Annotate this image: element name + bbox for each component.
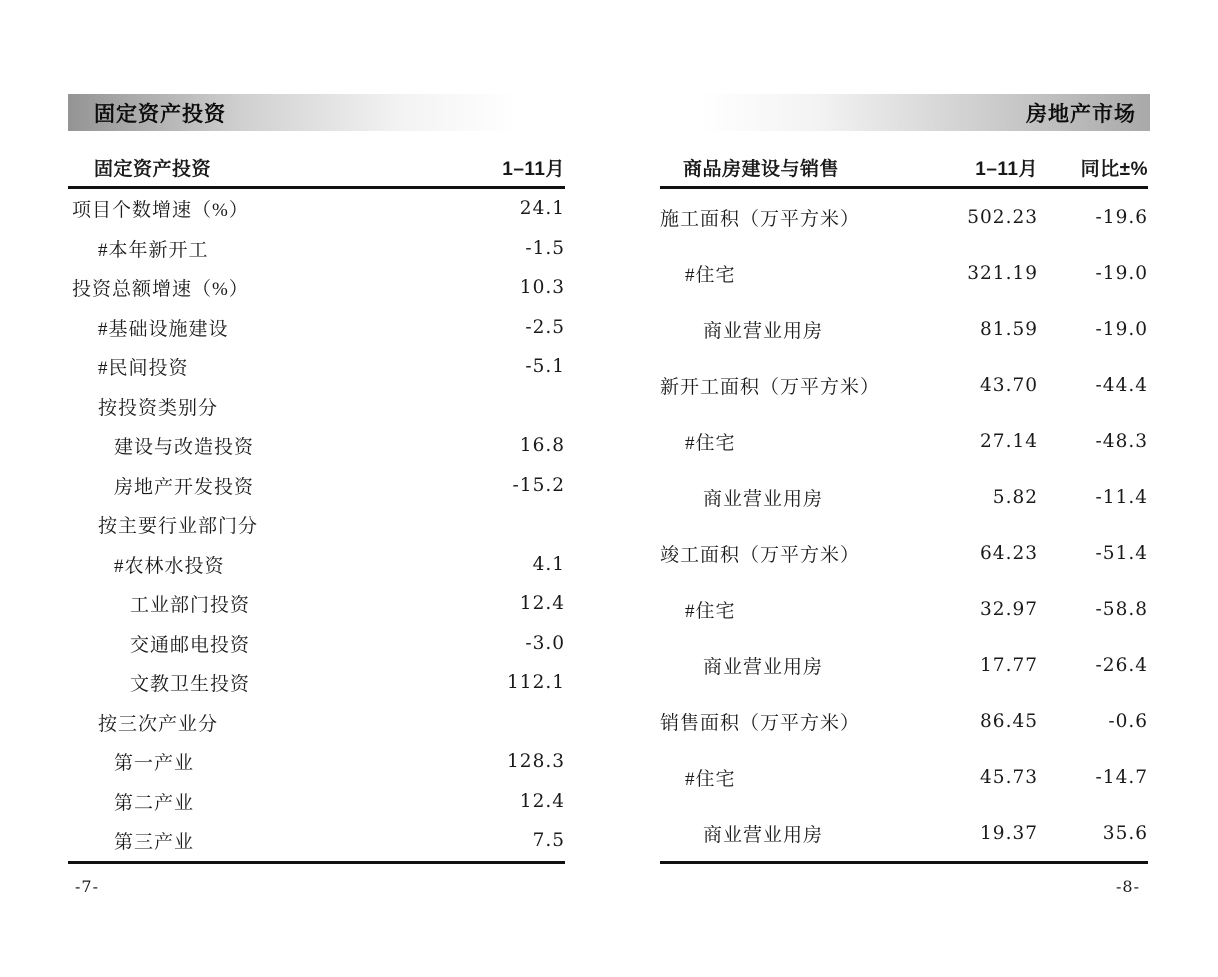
row-label: 商业营业用房 <box>703 824 824 846</box>
table-row <box>660 525 1148 581</box>
table-row <box>660 637 1148 693</box>
row-value: 24.1 <box>519 198 565 220</box>
table-row <box>68 703 565 743</box>
row-value: 81.59 <box>980 318 1038 340</box>
table-body <box>68 189 565 864</box>
table-row <box>68 624 565 664</box>
row-value: 16.8 <box>519 435 565 457</box>
row-yoy-value: -0.6 <box>1108 710 1148 732</box>
row-value: 86.45 <box>980 710 1038 732</box>
row-yoy-value: -44.4 <box>1095 374 1148 396</box>
table-row <box>660 469 1148 525</box>
row-value: 7.5 <box>532 830 565 852</box>
table-row <box>68 742 565 782</box>
row-value: -1.5 <box>525 237 565 259</box>
row-label: #民间投资 <box>98 358 189 380</box>
row-label: #住宅 <box>685 264 736 286</box>
table-row <box>68 663 565 703</box>
row-value: 17.77 <box>980 654 1038 676</box>
row-value: 32.97 <box>980 598 1038 620</box>
table-row <box>68 268 565 308</box>
row-label: 交通邮电投资 <box>130 634 251 656</box>
table-row <box>68 782 565 822</box>
real-estate-market-banner <box>660 94 1150 131</box>
header-label: 商品房建设与销售 <box>683 158 840 180</box>
row-value: 321.19 <box>967 262 1038 284</box>
row-label: 工业部门投资 <box>130 595 251 617</box>
table-row <box>68 466 565 506</box>
row-label: 按投资类别分 <box>98 397 219 419</box>
row-yoy-value: -19.0 <box>1095 318 1148 340</box>
row-label: 投资总额增速（%） <box>72 279 249 301</box>
header-period-column: 1–11月 <box>975 158 1038 180</box>
row-value: 64.23 <box>980 542 1038 564</box>
table-row <box>68 308 565 348</box>
table-row <box>68 387 565 427</box>
row-label: 第三产业 <box>114 832 195 854</box>
row-label: #基础设施建设 <box>98 318 229 340</box>
row-label: #住宅 <box>685 600 736 622</box>
table-row <box>660 189 1148 245</box>
row-label: 第二产业 <box>114 792 195 814</box>
table-body <box>660 189 1148 864</box>
table-header <box>660 148 1148 189</box>
table-row <box>68 229 565 269</box>
table-row <box>68 584 565 624</box>
row-label: 文教卫生投资 <box>130 674 251 696</box>
fixed-asset-investment-table <box>68 148 565 864</box>
row-label: #本年新开工 <box>98 239 209 261</box>
row-value: 5.82 <box>992 486 1038 508</box>
row-value: -5.1 <box>525 356 565 378</box>
table-row <box>68 505 565 545</box>
row-label: #住宅 <box>685 768 736 790</box>
row-label: #住宅 <box>685 432 736 454</box>
row-label: 竣工面积（万平方米） <box>660 544 861 566</box>
banner-title: 固定资产投资 <box>94 102 226 126</box>
row-value: 128.3 <box>507 751 565 773</box>
table-row <box>68 426 565 466</box>
row-label: 商业营业用房 <box>703 320 824 342</box>
row-value: 43.70 <box>980 374 1038 396</box>
banner-title: 房地产市场 <box>1026 102 1136 126</box>
row-label: 项目个数增速（%） <box>72 200 249 222</box>
row-value: -2.5 <box>525 316 565 338</box>
row-label: 商业营业用房 <box>703 488 824 510</box>
row-value: 27.14 <box>980 430 1038 452</box>
header-period-column: 1–11月 <box>502 158 565 180</box>
row-label: 按三次产业分 <box>98 713 219 735</box>
row-label: 商业营业用房 <box>703 656 824 678</box>
row-yoy-value: -14.7 <box>1095 766 1148 788</box>
table-row <box>660 693 1148 749</box>
row-label: 建设与改造投资 <box>114 437 255 459</box>
table-row <box>660 357 1148 413</box>
table-row <box>660 581 1148 637</box>
row-value: 12.4 <box>519 593 565 615</box>
header-yoy-column: 同比±% <box>1080 158 1148 180</box>
row-yoy-value: 35.6 <box>1102 822 1148 844</box>
row-yoy-value: -11.4 <box>1095 486 1148 508</box>
row-label: #农林水投资 <box>114 555 225 577</box>
row-value: 502.23 <box>967 206 1038 228</box>
table-row <box>68 189 565 229</box>
fixed-asset-investment-banner <box>68 94 557 131</box>
table-row <box>660 245 1148 301</box>
row-yoy-value: -48.3 <box>1095 430 1148 452</box>
row-label: 按主要行业部门分 <box>98 516 259 538</box>
row-yoy-value: -19.0 <box>1095 262 1148 284</box>
row-yoy-value: -51.4 <box>1095 542 1148 564</box>
table-header <box>68 148 565 189</box>
table-row <box>68 347 565 387</box>
table-row <box>660 805 1148 861</box>
table-row <box>68 545 565 585</box>
table-row <box>68 821 565 861</box>
table-row <box>660 413 1148 469</box>
commodity-housing-table <box>660 148 1148 864</box>
header-label: 固定资产投资 <box>94 158 212 180</box>
row-label: 新开工面积（万平方米） <box>660 376 881 398</box>
row-value: 4.1 <box>532 553 565 575</box>
table-row <box>660 301 1148 357</box>
row-value: 10.3 <box>519 277 565 299</box>
row-label: 第一产业 <box>114 753 195 775</box>
row-value: 112.1 <box>507 672 565 694</box>
row-label: 销售面积（万平方米） <box>660 712 861 734</box>
row-value: -3.0 <box>525 632 565 654</box>
row-value: -15.2 <box>512 474 565 496</box>
row-yoy-value: -19.6 <box>1095 206 1148 228</box>
row-label: 房地产开发投资 <box>114 476 255 498</box>
page-number-left: -7- <box>75 877 99 896</box>
page-number-right: -8- <box>1116 877 1140 896</box>
row-label: 施工面积（万平方米） <box>660 208 861 230</box>
table-row <box>660 749 1148 805</box>
row-yoy-value: -58.8 <box>1095 598 1148 620</box>
row-value: 45.73 <box>980 766 1038 788</box>
row-value: 12.4 <box>519 790 565 812</box>
row-value: 19.37 <box>980 822 1038 844</box>
row-yoy-value: -26.4 <box>1095 654 1148 676</box>
